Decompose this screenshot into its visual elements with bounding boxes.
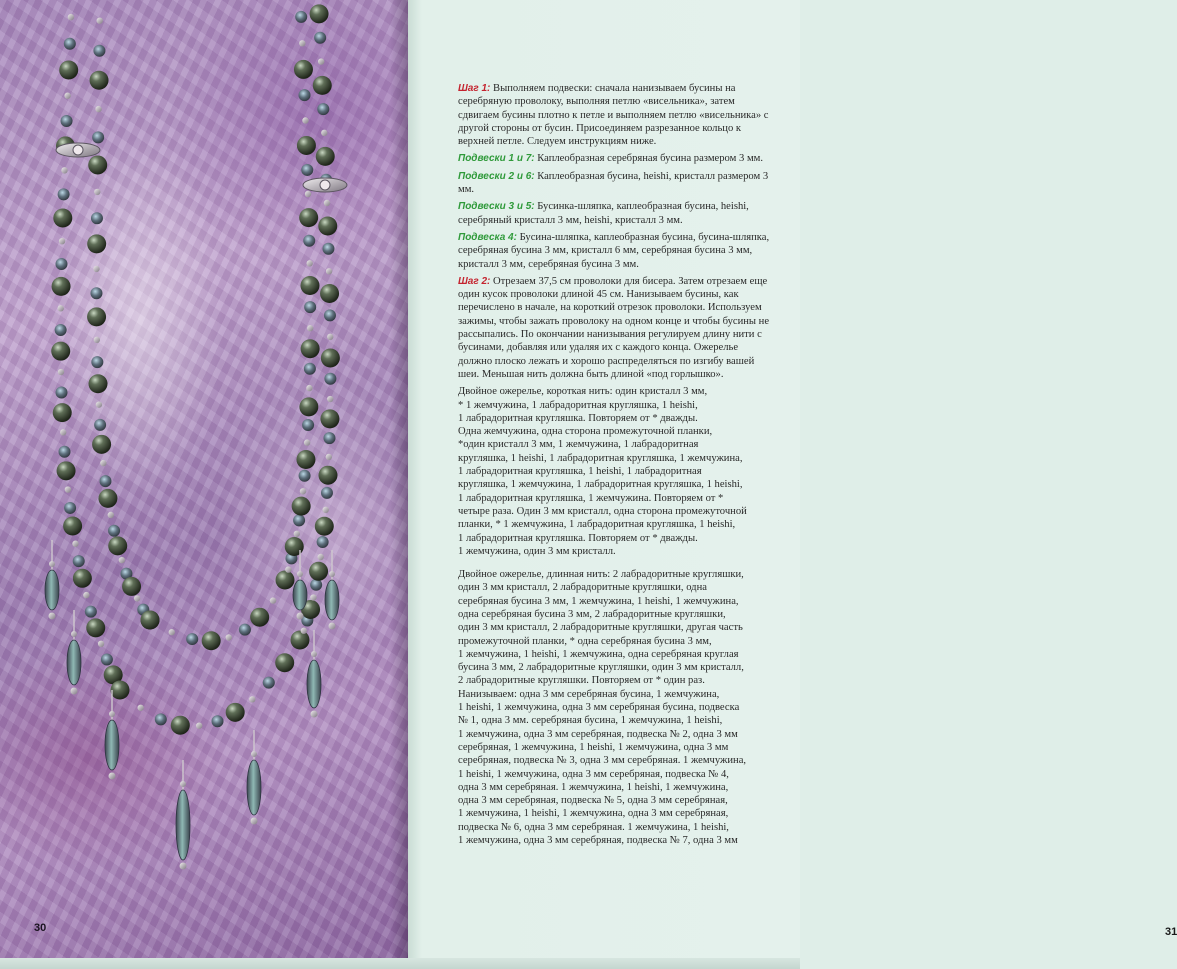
pendant-silver-bead xyxy=(297,571,303,577)
instructions-column xyxy=(458,82,774,851)
long-strand-right-pearl xyxy=(310,4,329,23)
pendant-end-cap xyxy=(329,623,336,630)
short-strand-bottom-labradorite-bead xyxy=(186,633,198,645)
short-strand-left-pearl xyxy=(122,577,141,596)
long-strand-left-silver-bead xyxy=(72,541,78,547)
short-strand-left-silver-bead xyxy=(94,337,100,343)
short-strand-right-labradorite-bead xyxy=(295,11,307,23)
short-strand-left-labradorite-bead xyxy=(92,131,104,143)
short-strand-left-silver-bead xyxy=(108,512,114,518)
short-strand-bottom-labradorite-bead xyxy=(239,624,251,636)
short-strand-left-pearl xyxy=(90,71,109,90)
short-strand-right-pearl xyxy=(297,136,316,155)
page-number-left: 30 xyxy=(34,922,47,934)
pendant-3-5-label: Подвески 3 и 5: xyxy=(458,201,535,213)
long-strand-left-labradorite-bead xyxy=(73,555,85,567)
pendant-teardrop-bead xyxy=(176,790,190,860)
pendant-end-cap xyxy=(71,688,78,695)
long-strand-left-silver-bead xyxy=(59,238,65,244)
long-strand-right-labradorite-bead xyxy=(324,309,336,321)
long-strand-left-silver-bead xyxy=(60,429,66,435)
short-strand-right-pearl xyxy=(294,60,313,79)
long-strand-bottom-labradorite-bead xyxy=(263,677,275,689)
long-strand-right-pearl xyxy=(315,517,334,536)
step-1-text: Выполняем подвески: сначала нанизываем бусины на серебряную проволоку, выполняя петлю «висельника», затем сдвигаем бусины плотно к петле и выполняем петлю «висельника» с другой стороны от бусин. Присоединяем разрезанное кольцо к верхней петле. Следуем инструкциям ниже. xyxy=(458,83,769,148)
pendant-end-cap xyxy=(251,818,258,825)
step-2-text: Отрезаем 37,5 см проволоки для бисера. Затем отрезаем еще один кусок проволоки длиной 45 см. Нанизываем бусины, как перечислено в начале, на короткий отрезок проволоки. Используем зажимы, чтобы зажать проволоку на одном конце и чтобы бусины не рассыпались. По окончании нанизывания регулируем длину нити с бусинами, добавляя или удаляя их с каждого конца. Ожерелье должно плоско лежать и хорошо распределяться по изгибу вашей шеи. Меньшая нить должна быть длиной «под горлышко». xyxy=(458,275,770,380)
short-strand-right-pearl xyxy=(299,208,318,227)
long-strand-paragraph: Двойное ожерелье, длинная нить: 2 лабрадоритные кругляшки, один 3 мм кристалл, 2 лабрадоритные кругляшки, одна серебряная бусина 3 мм, 1 жемчужина, 1 heishi, 1 жемчужина, одна серебряная бусина 3 мм, 2 лабрадоритные кругляшки, один 3 мм кристалл, 2 лабрадоритные кругляшки, другая часть промежуточной планки, * одна серебряная бусина 3 мм, 1 жемчужина, 1 heishi, 1 жемчужина, одна серебряная круглая бусина 3 мм, 2 лабрадоритные кругляшки, один 3 мм кристалл, 2 лабрадоритные кругляшки. Повторяем от * один раз. Нанизываем: одна 3 мм серебряная бусина, 1 жемчужина, 1 heishi, 1 жемчужина, одна 3 мм серебряная бусина, подвеска № 1, одна 3 мм. серебряная бусина, 1 жемчужина, 1 heishi, 1 жемчужина, одна 3 мм серебряная, подвеска № 2, одна 3 мм серебряная, 1 жемчужина, 1 heishi, 1 жемчужина, одна 3 мм серебряная, подвеска № 3, одна 3 мм серебряная. 1 жемчужина, 1 heishi, 1 жемчужина, одна 3 мм серебряная, подвеска № 4, одна 3 мм серебряная. 1 жемчужина, 1 heishi, 1 жемчужина, одна 3 мм серебряная, подвеска № 5, одна 3 мм серебряная, 1 жемчужина, 1 heishi, 1 жемчужина, одна 3 мм серебряная, подвеска № 6, одна 3 мм серебряная. 1 жемчужина, 1 heishi, 1 жемчужина, одна 3 мм серебряная, подвеска № 7, одна 3 мм xyxy=(458,569,747,847)
short-strand-right-silver-bead xyxy=(305,191,311,197)
pendant-end-cap xyxy=(311,711,318,718)
long-strand-left-pearl xyxy=(53,403,72,422)
step-2-label: Шаг 2: xyxy=(458,275,491,287)
long-strand-right-silver-bead xyxy=(301,628,307,634)
long-strand-right-silver-bead xyxy=(318,58,324,64)
long-strand-bottom-pearl xyxy=(111,681,130,700)
short-strand-right-labradorite-bead xyxy=(303,235,315,247)
long-strand-left-labradorite-bead xyxy=(55,258,67,270)
short-strand-left-labradorite-bead xyxy=(94,419,106,431)
short-strand-right-pearl xyxy=(299,397,318,416)
short-strand-right-silver-bead xyxy=(302,117,308,123)
long-strand-right-labradorite-bead xyxy=(321,487,333,499)
page-number-right: 31 xyxy=(1165,926,1177,938)
long-strand-right-silver-bead xyxy=(321,130,327,136)
long-strand-left-pearl xyxy=(53,208,72,227)
long-strand-bottom-pearl xyxy=(275,653,294,672)
step-2-paragraph xyxy=(458,275,774,381)
long-strand-left-silver-bead xyxy=(65,486,71,492)
long-strand-left-pearl xyxy=(59,60,78,79)
long-strand-right-silver-bead xyxy=(326,454,332,460)
short-strand-right-labradorite-bead xyxy=(301,164,313,176)
short-strand-right-silver-bead xyxy=(300,488,306,494)
short-strand-left-labradorite-bead xyxy=(93,45,105,57)
pendant-2-6-label: Подвески 2 и 6: xyxy=(458,170,535,182)
spacer-flower xyxy=(73,145,83,155)
long-strand-left-labradorite-bead xyxy=(61,115,73,127)
long-strand-left-pearl xyxy=(51,342,70,361)
short-strand-bottom-silver-bead xyxy=(226,634,232,640)
short-strand-right-pearl xyxy=(301,339,320,358)
long-strand-right-silver-bead xyxy=(327,334,333,340)
long-strand-left-silver-bead xyxy=(83,592,89,598)
page-fold-shadow xyxy=(390,0,408,969)
short-strand-left-pearl xyxy=(92,435,111,454)
long-strand-left-labradorite-bead xyxy=(64,502,76,514)
long-strand-left-pearl xyxy=(52,277,71,296)
long-strand-bottom-pearl xyxy=(171,716,190,735)
short-strand-left-silver-bead xyxy=(97,17,103,23)
short-strand-left-pearl xyxy=(98,489,117,508)
short-strand-right-pearl xyxy=(285,537,304,556)
pendant-4-label: Подвеска 4: xyxy=(458,231,517,243)
short-strand-left-silver-bead xyxy=(100,460,106,466)
short-strand-left-silver-bead xyxy=(94,189,100,195)
long-strand-left-pearl xyxy=(86,618,105,637)
short-strand-left-pearl xyxy=(87,307,106,326)
long-strand-left-labradorite-bead xyxy=(101,653,113,665)
short-strand-right-labradorite-bead xyxy=(304,301,316,313)
short-strand-right-labradorite-bead xyxy=(302,419,314,431)
long-strand-left-silver-bead xyxy=(64,93,70,99)
short-strand-bottom-pearl xyxy=(202,631,221,650)
bottom-edge xyxy=(0,958,800,969)
short-strand-left-pearl xyxy=(108,536,127,555)
short-strand-left-pearl xyxy=(88,155,107,174)
long-strand-left-labradorite-bead xyxy=(58,188,70,200)
long-strand-left-silver-bead xyxy=(58,305,64,311)
pendant-end-cap xyxy=(109,773,116,780)
pendant-silver-bead xyxy=(180,781,186,787)
step-1-paragraph xyxy=(458,82,774,148)
pendant-4-paragraph xyxy=(458,231,774,271)
long-strand-bottom-labradorite-bead xyxy=(212,715,224,727)
pendant-3-5-paragraph xyxy=(458,200,774,227)
short-strand-left-silver-bead xyxy=(95,106,101,112)
short-strand-left-pearl xyxy=(87,234,106,253)
short-strand-right-silver-bead xyxy=(307,325,313,331)
short-strand-left-silver-bead xyxy=(96,401,102,407)
pendant-silver-bead xyxy=(49,561,55,567)
long-strand-right-pearl xyxy=(318,466,337,485)
pendant-teardrop-bead xyxy=(307,660,321,708)
long-strand-right-pearl xyxy=(320,409,339,428)
pendant-teardrop-bead xyxy=(293,580,307,610)
long-strand-right-pearl xyxy=(320,284,339,303)
short-strand-left-labradorite-bead xyxy=(90,287,102,299)
short-strand-right-pearl xyxy=(292,497,311,516)
long-strand-right-silver-bead xyxy=(326,268,332,274)
long-strand-left-labradorite-bead xyxy=(59,446,71,458)
short-strand-paragraph: Двойное ожерелье, короткая нить: один кристалл 3 мм, * 1 жемчужина, 1 лабрадоритная кругляшка, 1 heishi, 1 лабрадоритная кругляшка. Повторяем от * дважды. Одна жемчужина, одна сторона промежуточной планки, *один кристалл 3 мм, 1 жемчужина, 1 лабрадоритная кругляшка, 1 heishi, 1 лабрадоритная кругляшка, 1 жемчужина, 1 лабрадоритная кругляшка, 1 heishi, 1 лабрадоритная кругляшка, 1 жемчужина, 1 лабрадоритная кругляшка, 1 heishi, 1 лабрадоритная кругляшка, 1 жемчужина. Повторяем от * четыре раза. Один 3 мм кристалл, одна сторона промежуточной планки, * 1 жемчужина, 1 лабрадоритная кругляшка, 1 heishi, 1 лабрадоритная кругляшка. Повторяем от * дважды. 1 жемчужина, один 3 мм кристалл. xyxy=(458,386,747,557)
short-strand-right-silver-bead xyxy=(294,531,300,537)
long-strand-right-labradorite-bead xyxy=(317,536,329,548)
short-strand-right-pearl xyxy=(296,450,315,469)
long-strand-bottom-silver-bead xyxy=(196,722,202,728)
long-strand-right-labradorite-bead xyxy=(322,243,334,255)
pendant-silver-bead xyxy=(251,751,257,757)
short-strand-left-labradorite-bead xyxy=(108,525,120,537)
long-strand-right-pearl xyxy=(318,216,337,235)
pendant-silver-bead xyxy=(71,631,77,637)
short-strand-right-labradorite-bead xyxy=(299,470,311,482)
pendant-end-cap xyxy=(49,613,56,620)
long-strand-left-silver-bead xyxy=(58,369,64,375)
long-strand-left-labradorite-bead xyxy=(64,38,76,50)
short-strand-right-silver-bead xyxy=(306,385,312,391)
long-strand-right-pearl xyxy=(321,349,340,368)
long-strand-left-silver-bead xyxy=(61,167,67,173)
pendant-teardrop-bead xyxy=(325,580,339,620)
short-strand-right-silver-bead xyxy=(306,260,312,266)
short-strand-left-silver-bead xyxy=(134,595,140,601)
long-strand-left-labradorite-bead xyxy=(55,324,67,336)
long-strand-left-pearl xyxy=(57,461,76,480)
long-strand-left-silver-bead xyxy=(68,14,74,20)
pendant-2-6-text: Каплеобразная бусина, heishi, кристалл размером 3 мм. xyxy=(458,170,769,196)
long-strand-right-labradorite-bead xyxy=(324,373,336,385)
long-strand-right-pearl xyxy=(313,76,332,95)
long-strand-right-silver-bead xyxy=(310,594,316,600)
short-strand-right-pearl xyxy=(300,276,319,295)
pendant-teardrop-bead xyxy=(247,760,261,815)
pendant-1-7-text: Каплеобразная серебряная бусина размером 3 мм. xyxy=(534,153,763,165)
short-strand-left-silver-bead xyxy=(93,266,99,272)
long-strand-left-pearl xyxy=(73,569,92,588)
long-strand-right-pearl xyxy=(291,631,310,650)
long-strand-right-silver-bead xyxy=(318,554,324,560)
long-strand-bottom-labradorite-bead xyxy=(155,713,167,725)
pendant-2-6-paragraph xyxy=(458,170,774,197)
pendant-silver-bead xyxy=(329,571,335,577)
long-strand-left-pearl xyxy=(63,517,82,536)
long-strand-right-pearl xyxy=(316,147,335,166)
step-1-label: Шаг 1: xyxy=(458,83,491,94)
pendant-silver-bead xyxy=(311,651,317,657)
short-strand-bottom-pearl xyxy=(250,608,269,627)
pendant-1-7-label: Подвески 1 и 7: xyxy=(458,153,535,165)
long-strand-right-labradorite-bead xyxy=(323,432,335,444)
pendant-4-text: Бусина-шляпка, каплеобразная бусина, бусина-шляпка, серебряная бусина 3 мм, кристалл 6 мм, серебряная бусина 3 мм, кристалл 3 мм, серебряная бусина 3 мм. xyxy=(458,231,770,270)
pendant-3-5-text: Бусинка-шляпка, каплеобразная бусина, heishi, серебряный кристалл 3 мм, heishi, кристалл 3 мм. xyxy=(458,201,749,226)
short-strand-right-pearl xyxy=(276,571,295,590)
long-strand-right-labradorite-bead xyxy=(314,32,326,44)
short-strand-left-silver-bead xyxy=(119,557,125,563)
necklace-photo-page xyxy=(0,0,408,969)
long-strand-bottom-silver-bead xyxy=(138,705,144,711)
pendant-teardrop-bead xyxy=(105,720,119,770)
pendant-teardrop-bead xyxy=(67,640,81,685)
long-strand-bottom-pearl xyxy=(226,703,245,722)
instructions-page xyxy=(408,0,1177,969)
long-strand-left-silver-bead xyxy=(98,641,104,647)
pendant-silver-bead xyxy=(109,711,115,717)
long-strand-right-silver-bead xyxy=(327,396,333,402)
short-strand-right-labradorite-bead xyxy=(304,363,316,375)
short-strand-left-labradorite-bead xyxy=(91,356,103,368)
short-strand-right-silver-bead xyxy=(304,439,310,445)
necklace-photo xyxy=(0,0,408,969)
short-strand-right-labradorite-bead xyxy=(298,89,310,101)
spacer-flower xyxy=(320,180,330,190)
short-strand-bottom-pearl xyxy=(141,611,160,630)
short-strand-bottom-silver-bead xyxy=(270,597,276,603)
short-strand-left-labradorite-bead xyxy=(91,212,103,224)
short-strand-right-silver-bead xyxy=(285,566,291,572)
pendant-1-7-paragraph xyxy=(458,152,774,165)
long-strand-right-pearl xyxy=(309,562,328,581)
short-strand-right-silver-bead xyxy=(299,40,305,46)
pendant-end-cap xyxy=(180,863,187,870)
long-strand-left-labradorite-bead xyxy=(85,606,97,618)
short-strand-left-pearl xyxy=(89,374,108,393)
short-strand-left-labradorite-bead xyxy=(99,475,111,487)
short-strand-right-labradorite-bead xyxy=(293,514,305,526)
pendant-end-cap xyxy=(297,613,304,620)
pendant-teardrop-bead xyxy=(45,570,59,610)
long-strand-right-silver-bead xyxy=(324,200,330,206)
long-strand-bottom-silver-bead xyxy=(249,696,255,702)
long-strand-left-labradorite-bead xyxy=(56,387,68,399)
long-strand-right-labradorite-bead xyxy=(317,103,329,115)
long-strand-right-silver-bead xyxy=(323,507,329,513)
short-strand-bottom-silver-bead xyxy=(169,629,175,635)
